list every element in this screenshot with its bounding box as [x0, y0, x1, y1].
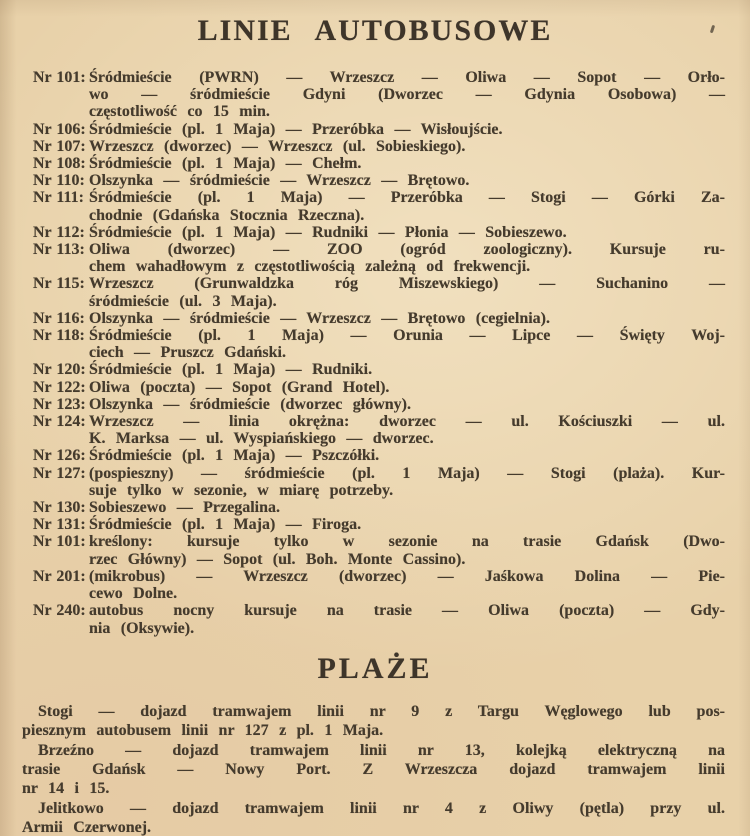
route-text-line: (mikrobus) — Wrzeszcz (dworzec) — Jaśkowa Dolina — Pie-	[89, 567, 725, 585]
route-lines	[89, 516, 725, 533]
bus-route-row	[33, 568, 725, 602]
route-lines	[89, 224, 725, 241]
route-lines	[89, 189, 725, 223]
route-number: Nr 127:	[33, 464, 86, 482]
route-text-line: ciech — Pruszcz Gdański.	[89, 344, 286, 362]
route-text-line: śródmieście (ul. 3 Maja).	[89, 292, 277, 310]
route-text-line: Śródmieście (pl. 1 Maja) — Rudniki.	[89, 361, 373, 379]
route-text-line: K. Marksa — ul. Wyspiańskiego — dworzec.	[89, 430, 434, 448]
route-number: Nr 110:	[33, 172, 85, 190]
bus-route-row	[33, 361, 725, 378]
route-text-line: Śródmieście (pl. 1 Maja) — Pszczółki.	[89, 447, 380, 465]
beach-paragraph	[22, 702, 725, 741]
route-number: Nr 101:	[33, 533, 86, 551]
route-text-line: Oliwa (dworzec) — ZOO (ogród zoologiczny). Kursuje ru-	[89, 241, 725, 259]
route-text-line: Śródmieście (pl. 1 Maja) — Przeróbka — Stogi — Górki Za-	[89, 189, 725, 207]
route-lines	[89, 275, 725, 309]
bus-route-row	[33, 499, 725, 516]
route-number: Nr 115:	[33, 275, 85, 293]
route-number: Nr 123:	[33, 395, 86, 413]
beach-text-line: piesznym autobusem linii nr 127 z pl. 1 Maja.	[22, 722, 384, 740]
route-number: Nr 201:	[33, 567, 86, 585]
route-number: Nr 120:	[33, 361, 86, 379]
route-number: Nr 108:	[33, 155, 86, 173]
route-number: Nr 124:	[33, 413, 86, 431]
bus-route-row	[33, 121, 725, 138]
bus-route-row	[33, 413, 725, 447]
bus-route-row	[33, 396, 725, 413]
route-lines	[89, 413, 725, 447]
beach-text-line: Brzeźno — dojazd tramwajem linii nr 13, kolejką elektryczną na	[38, 741, 725, 759]
bus-route-row	[33, 327, 725, 361]
bus-route-row	[33, 447, 725, 464]
beach-paragraph	[22, 741, 725, 799]
bus-route-row	[33, 155, 725, 172]
route-lines	[89, 602, 725, 636]
route-lines	[89, 69, 725, 121]
beach-text-line: Armii Czerwonej.	[22, 819, 152, 836]
route-lines	[89, 396, 725, 413]
bus-route-row	[33, 172, 725, 189]
route-lines	[89, 241, 725, 275]
route-lines	[89, 447, 725, 464]
route-lines	[89, 499, 725, 516]
bus-route-list	[33, 69, 725, 637]
route-number: Nr 126:	[33, 447, 86, 465]
beaches-paragraph-list	[22, 702, 725, 836]
route-lines	[89, 568, 725, 602]
route-lines	[89, 533, 725, 567]
route-text-line: Sobieszewo — Przegalina.	[89, 499, 280, 517]
route-text-line: chodnie (Gdańska Stocznia Rzeczna).	[89, 206, 365, 224]
route-text-line: Śródmieście (pl. 1 Maja) — Orunia — Lipce — Święty Woj-	[89, 327, 725, 345]
route-lines	[89, 361, 725, 378]
bus-route-row	[33, 224, 725, 241]
beach-text-line: Jelitkowo — dojazd tramwajem linii nr 4 z Oliwy (pętla) przy ul.	[38, 799, 725, 817]
route-text-line: Olszynka — śródmieście — Wrzeszcz — Brętowo (cegielnia).	[89, 309, 551, 327]
route-text-line: rzec Główny) — Sopot (ul. Boh. Monte Cassino).	[89, 550, 466, 568]
route-number: Nr 130:	[33, 499, 86, 517]
route-text-line: Wrzeszcz — linia okrężna: dworzec — ul. Kościuszki — ul.	[89, 413, 725, 431]
route-text-line: Śródmieście (pl. 1 Maja) — Rudniki — Płonia — Sobieszewo.	[89, 223, 567, 241]
bus-route-row	[33, 516, 725, 533]
route-text-line: Śródmieście (PWRN) — Wrzeszcz — Oliwa — Sopot — Orło-	[89, 69, 725, 86]
route-lines	[89, 155, 725, 172]
route-number: Nr 116:	[33, 309, 85, 327]
route-number: Nr 131:	[33, 516, 86, 534]
route-number: Nr 107:	[33, 137, 86, 155]
route-lines	[89, 121, 725, 138]
route-text-line: Olszynka — śródmieście — Wrzeszcz — Brętowo.	[89, 172, 470, 190]
route-lines	[89, 379, 725, 396]
bus-route-row	[33, 275, 725, 309]
route-text-line: Wrzeszcz (Grunwaldzka róg Miszewskiego) — Suchanino —	[89, 275, 725, 293]
beach-paragraph	[22, 799, 725, 836]
bus-route-row	[33, 241, 725, 275]
bus-route-row	[33, 69, 725, 121]
route-number: Nr 101:	[33, 69, 86, 86]
route-text-line: cewo Dolne.	[89, 585, 178, 603]
bus-route-row	[33, 138, 725, 155]
route-text-line: chem wahadłowym z częstotliwością zależną od frekwencji.	[89, 258, 531, 276]
route-text-line: wo — śródmieście Gdyni (Dworzec — Gdynia Osobowa) —	[89, 86, 725, 104]
route-number: Nr 118:	[33, 327, 85, 345]
route-text-line: Śródmieście (pl. 1 Maja) — Firoga.	[89, 516, 362, 534]
beach-text-line: trasie Gdańsk — Nowy Port. Z Wrzeszcza dojazd tramwajem linii	[22, 760, 725, 778]
route-text-line: Śródmieście (pl. 1 Maja) — Przeróbka — Wisłoujście.	[89, 120, 503, 138]
route-number: Nr 240:	[33, 602, 86, 620]
beach-text-line: Stogi — dojazd tramwajem linii nr 9 z Targu Węglowego lub pos-	[38, 702, 725, 720]
route-lines	[89, 465, 725, 499]
route-number: Nr 122:	[33, 378, 86, 396]
bus-route-row	[33, 379, 725, 396]
route-text-line: Oliwa (poczta) — Sopot (Grand Hotel).	[89, 378, 390, 396]
route-lines	[89, 327, 725, 361]
bus-route-row	[33, 310, 725, 327]
route-text-line: (pospieszny) — śródmieście (pl. 1 Maja) — Stogi (plaża). Kur-	[89, 464, 725, 482]
route-lines	[89, 138, 725, 155]
bus-route-row	[33, 465, 725, 499]
route-number: Nr 111:	[33, 189, 84, 207]
route-text-line: autobus nocny kursuje na trasie — Oliwa (poczta) — Gdy-	[89, 602, 725, 620]
beach-text-line: nr 14 i 15.	[22, 780, 110, 798]
route-text-line: suje tylko w sezonie, w miarę potrzeby.	[89, 481, 394, 499]
route-text-line: Olszynka — śródmieście (dworzec główny).	[89, 395, 412, 413]
bus-route-row	[33, 533, 725, 567]
route-text-line: kreślony: kursuje tylko w sezonie na trasie Gdańsk (Dwo-	[89, 533, 725, 551]
route-number: Nr 106:	[33, 120, 86, 138]
route-text-line: częstotliwość co 15 min.	[89, 103, 270, 121]
route-number: Nr 112:	[33, 223, 85, 241]
section-title-bus-lines: LINIE AUTOBUSOWE	[197, 14, 553, 47]
section-title-beaches: PLAŻE	[317, 651, 433, 685]
route-text-line: Śródmieście (pl. 1 Maja) — Chełm.	[89, 155, 362, 173]
route-lines	[89, 310, 725, 327]
route-number: Nr 113:	[33, 241, 85, 259]
bus-route-row	[33, 189, 725, 223]
route-text-line: nia (Oksywie).	[89, 619, 195, 637]
route-lines	[89, 172, 725, 189]
bus-route-row	[33, 602, 725, 636]
route-text-line: Wrzeszcz (dworzec) — Wrzeszcz (ul. Sobieskiego).	[89, 137, 466, 155]
